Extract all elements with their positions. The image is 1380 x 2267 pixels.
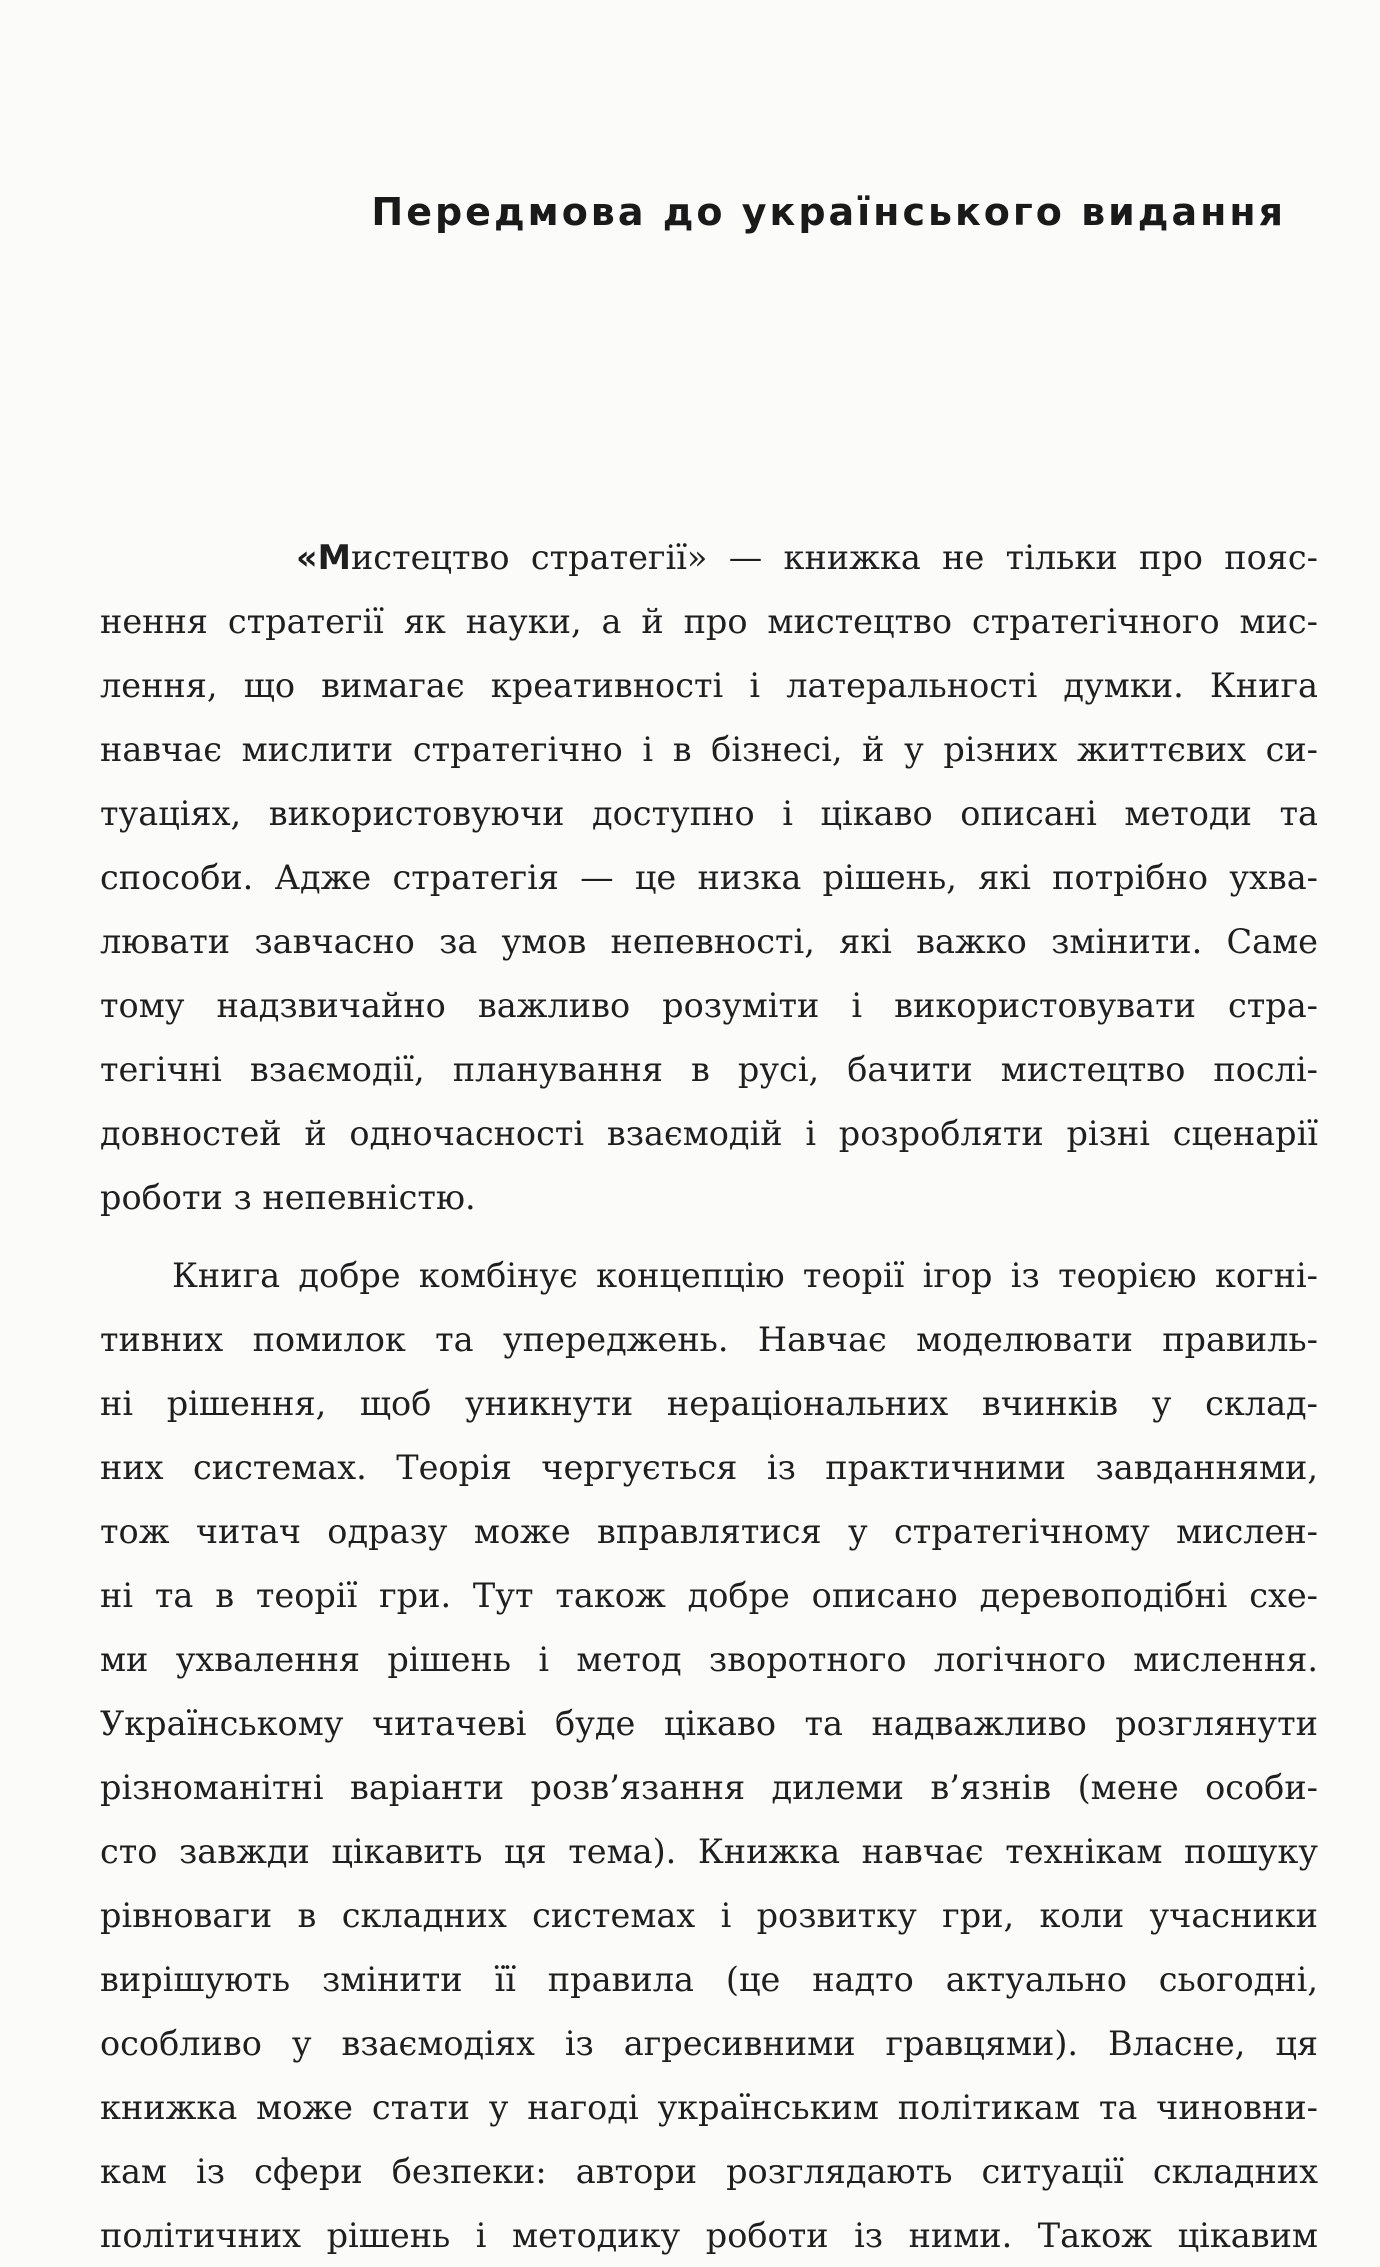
paragraph-line: тегічні взаємодії, планування в русі, бачити мистецтво послі- (100, 1050, 1318, 1089)
paragraph-1 (100, 526, 1318, 1230)
paragraph-line: туаціях, використовуючи доступно і цікаво описані методи та (100, 794, 1318, 833)
paragraph-line: довностей й одночасності взаємодій і розробляти різні сценарії (100, 1114, 1318, 1153)
paragraph-line: нення стратегії як науки, а й про мистецтво стратегічного мис- (100, 602, 1318, 641)
paragraph-line: Книга добре комбінує концепцію теорії ігор із теорією когні- (172, 1256, 1318, 1295)
paragraph-line: тому надзвичайно важливо розуміти і використовувати стра- (100, 986, 1318, 1025)
paragraph-line: лення, що вимагає креативності і латеральності думки. Книга (100, 666, 1318, 705)
drop-cap: «М (296, 538, 351, 577)
paragraph-line-text: истецтво стратегії» — книжка не тільки про пояс- (350, 538, 1318, 577)
paragraph-line: них системах. Теорія чергується із практичними завданнями, (100, 1448, 1318, 1487)
paragraph-line: навчає мислити стратегічно і в бізнесі, й у різних життєвих си- (100, 730, 1318, 769)
paragraph-line (100, 526, 1318, 590)
paragraph-line: кам із сфери безпеки: автори розглядають ситуації складних (100, 2152, 1318, 2191)
paragraph-line: різноманітні варіанти розв’язання дилеми в’язнів (мене особи- (100, 1768, 1318, 1807)
paragraph-line: книжка може стати у нагоді українським політикам та чиновни- (100, 2088, 1318, 2127)
paragraph-line: Українському читачеві буде цікаво та надважливо розглянути (100, 1704, 1318, 1743)
paragraph-line: лювати завчасно за умов непевності, які важко змінити. Саме (100, 922, 1318, 961)
paragraph-line: політичних рішень і методику роботи із ними. Також цікавим (100, 2216, 1318, 2255)
paragraph-line: особливо у взаємодіях із агресивними гравцями). Власне, ця (100, 2024, 1318, 2063)
paragraph-line: рівноваги в складних системах і розвитку гри, коли учасники (100, 1896, 1318, 1935)
page-title: Передмова до українського видання (371, 190, 1286, 234)
paragraph-line: тивних помилок та упереджень. Навчає моделювати правиль- (100, 1320, 1318, 1359)
paragraph-line: тож читач одразу може вправлятися у стратегічному мислен- (100, 1512, 1318, 1551)
paragraph-line: способи. Адже стратегія — це низка рішень, які потрібно ухва- (100, 858, 1318, 897)
paragraph-2 (100, 1244, 1318, 2267)
paragraph-line: ні рішення, щоб уникнути нераціональних вчинків у склад- (100, 1384, 1318, 1423)
paragraph-line: ми ухвалення рішень і метод зворотного логічного мислення. (100, 1640, 1318, 1679)
paragraph-line: вирішують змінити її правила (це надто актуально сьогодні, (100, 1960, 1318, 1999)
paragraph-line: роботи з непевністю. (100, 1178, 476, 1217)
body-text (100, 526, 1318, 2267)
paragraph-line: ні та в теорії гри. Тут також добре описано деревоподібні схе- (100, 1576, 1318, 1615)
paragraph-line: сто завжди цікавить ця тема). Книжка навчає технікам пошуку (100, 1832, 1318, 1871)
